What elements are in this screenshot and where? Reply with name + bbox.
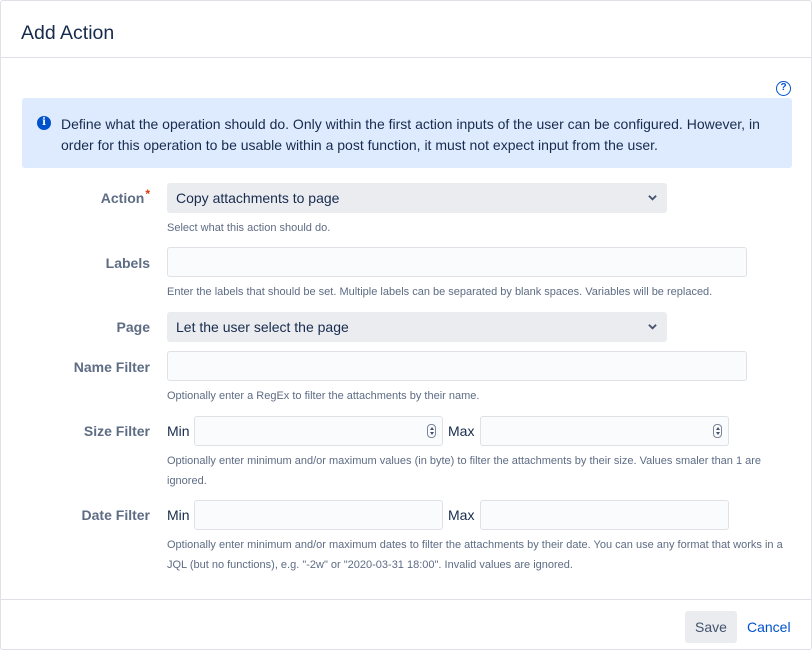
required-marker: * [145,187,150,201]
date-min-input[interactable] [194,500,443,530]
name-filter-input[interactable] [167,351,747,381]
date-min-label: Min [167,507,190,523]
action-select-value: Copy attachments to page [176,190,340,206]
dialog-title: Add Action [21,22,115,44]
action-select[interactable] [167,183,667,213]
labels-label: Labels [105,255,150,271]
spinner-icon[interactable] [713,424,722,438]
info-icon: i [37,116,51,130]
size-filter-help: Optionally enter minimum and/or maximum values (in byte) to filter the attachments by their size. Values smaler than 1 are ignored. [167,455,762,487]
page-label: Page [116,319,150,335]
size-filter-label: Size Filter [83,423,150,439]
page-select[interactable] [167,312,667,342]
name-filter-label: Name Filter [73,359,150,375]
size-max-label: Max [448,423,475,439]
page-select-value: Let the user select the page [176,319,349,335]
chevron-down-icon [648,193,657,202]
footer-divider [1,599,811,600]
size-min-label: Min [167,423,190,439]
labels-help: Enter the labels that should be set. Multiple labels can be separated by blank spaces. Variables will be replaced. [167,286,713,298]
info-text: Define what the operation should do. Only within the first action inputs of the user can be configured. However, in order for this operation to be usable within a post function, it must not expect input from the user. [61,116,760,153]
size-min-input[interactable] [194,416,443,446]
save-button[interactable]: Save [685,611,737,643]
info-message [22,98,792,168]
cancel-button[interactable]: Cancel [747,619,791,635]
size-max-input[interactable] [480,416,729,446]
date-max-label: Max [448,507,475,523]
date-filter-label: Date Filter [81,507,150,523]
spinner-icon[interactable] [427,424,436,438]
date-filter-help: Optionally enter minimum and/or maximum dates to filter the attachments by their date. You can use any format that works in a JQL (but no functions), e.g. "-2w" or "2020-03-31 18:00". Invalid values are ignored. [167,539,783,571]
chevron-down-icon [648,322,657,331]
action-label: Action* [100,187,150,206]
action-help: Select what this action should do. [167,222,331,234]
date-max-input[interactable] [480,500,729,530]
labels-input[interactable] [167,247,747,277]
help-icon[interactable]: ? [776,81,791,96]
name-filter-help: Optionally enter a RegEx to filter the attachments by their name. [167,390,480,402]
dialog-header [1,1,811,58]
